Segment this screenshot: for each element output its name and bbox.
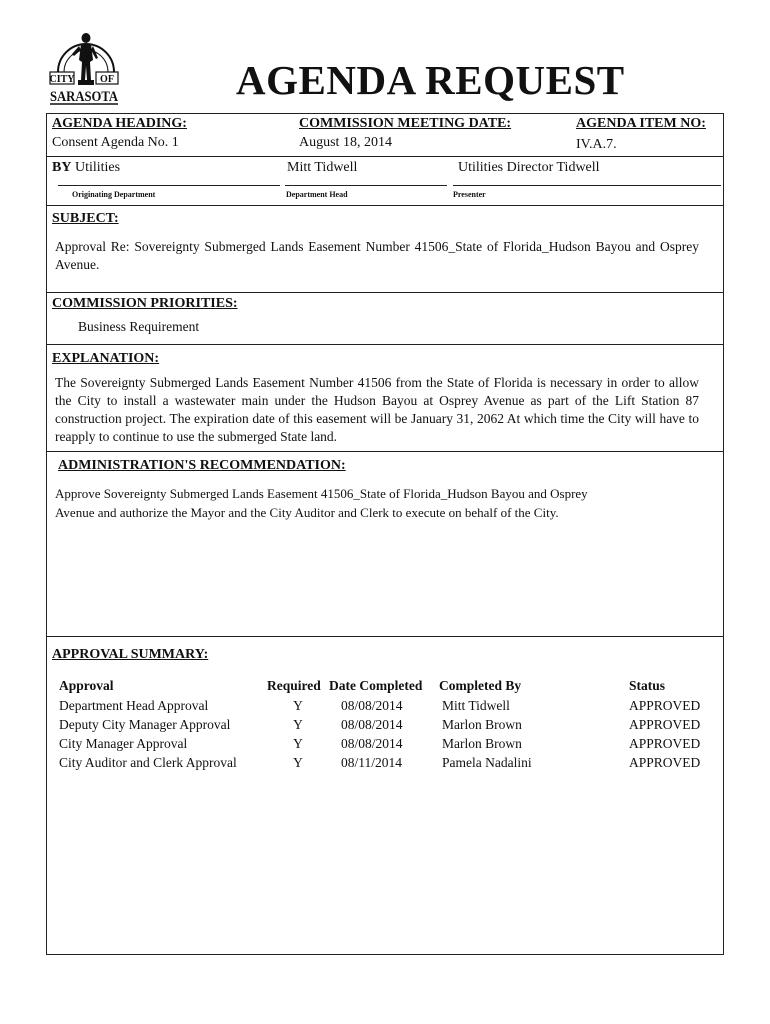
svg-text:SARASOTA: SARASOTA: [50, 89, 119, 105]
recommendation-label: ADMINISTRATION'S RECOMMENDATION:: [58, 458, 346, 473]
table-row: [59, 734, 709, 753]
status-cell: APPROVED: [629, 754, 701, 770]
column-header-approval: Approval: [59, 678, 114, 693]
required-cell: Y: [293, 716, 303, 732]
divider: [46, 344, 724, 345]
approval-cell: City Manager Approval: [59, 735, 188, 751]
date-cell: 08/11/2014: [341, 754, 403, 770]
required-cell: Y: [293, 754, 303, 770]
date-cell: 08/08/2014: [341, 697, 403, 713]
table-row: [59, 753, 709, 772]
svg-text:OF: OF: [100, 74, 114, 85]
table-row: [59, 696, 709, 715]
recommendation-line-1: Approve Sovereignty Submerged Lands Easement 41506_State of Florida_Hudson Bayou and Osprey: [55, 486, 588, 501]
completed-by-cell: Mitt Tidwell: [442, 697, 510, 713]
divider: [46, 156, 724, 157]
recommendation-line-2: Avenue and authorize the Mayor and the City Auditor and Clerk to execute on behalf of the City.: [55, 505, 559, 520]
column-header-required: Required: [267, 678, 321, 693]
by-label: BY: [52, 160, 72, 175]
commission-priorities-text: Business Requirement: [78, 319, 200, 334]
approval-cell: City Auditor and Clerk Approval: [59, 754, 237, 770]
head-underline: [285, 185, 447, 186]
approval-table-header: [59, 676, 709, 696]
svg-text:CITY: CITY: [49, 74, 75, 85]
approval-table: [59, 676, 709, 772]
date-cell: 08/08/2014: [341, 716, 403, 732]
column-header-date-completed: Date Completed: [329, 678, 423, 693]
divider: [46, 451, 724, 452]
explanation-label: EXPLANATION:: [52, 351, 160, 366]
subject-text: Approval Re: Sovereignty Submerged Lands Easement Number 41506_State of Florida_Hudson Bayou and Osprey Avenue.: [55, 239, 699, 272]
approval-cell: Department Head Approval: [59, 697, 209, 713]
meeting-date-label: COMMISSION MEETING DATE:: [299, 116, 512, 131]
completed-by-cell: Pamela Nadalini: [442, 754, 532, 770]
status-cell: APPROVED: [629, 716, 701, 732]
date-cell: 08/08/2014: [341, 735, 403, 751]
agenda-item-no-label: AGENDA ITEM NO:: [576, 116, 706, 131]
status-cell: APPROVED: [629, 735, 701, 751]
divider: [46, 636, 724, 637]
status-cell: APPROVED: [629, 697, 701, 713]
explanation-text: The Sovereignty Submerged Lands Easement Number 41506 from the State of Florida is necessary in order to allow the City to install a wastewater main under the Hudson Bayou at Osprey Avenue as part of the Lift Station 87 construction project. The expiration date of this easement will be January 31, 2062 At which time the City will have to reapply to continue to use the submerged State land.: [55, 375, 699, 444]
agenda-heading-label: AGENDA HEADING:: [52, 116, 187, 131]
approval-summary-label: APPROVAL SUMMARY:: [52, 647, 209, 662]
department-head-value: Mitt Tidwell: [287, 160, 358, 175]
column-header-status: Status: [629, 678, 666, 693]
city-seal-logo: [48, 24, 124, 106]
presenter-caption: Presenter: [453, 190, 486, 199]
originating-department-value: Utilities: [74, 160, 121, 175]
by-row: [52, 160, 120, 176]
divider: [46, 292, 724, 293]
commission-priorities-label: COMMISSION PRIORITIES:: [52, 296, 238, 311]
table-row: [59, 715, 709, 734]
completed-by-cell: Marlon Brown: [442, 716, 522, 732]
presenter-value: Utilities Director Tidwell: [458, 160, 600, 175]
subject-label: SUBJECT:: [52, 211, 119, 226]
approval-cell: Deputy City Manager Approval: [59, 716, 231, 732]
department-underline: [58, 185, 280, 186]
column-header-completed-by: Completed By: [439, 678, 522, 693]
presenter-underline: [453, 185, 721, 186]
required-cell: Y: [293, 735, 303, 751]
completed-by-cell: Marlon Brown: [442, 735, 522, 751]
originating-department-caption: Originating Department: [72, 190, 156, 199]
required-cell: Y: [293, 697, 303, 713]
agenda-item-no-value: IV.A.7.: [576, 137, 617, 152]
agenda-heading-value: Consent Agenda No. 1: [52, 135, 179, 150]
meeting-date-value: August 18, 2014: [299, 135, 392, 150]
page-title: AGENDA REQUEST: [236, 57, 625, 103]
divider: [46, 205, 724, 206]
department-head-caption: Department Head: [286, 190, 348, 199]
